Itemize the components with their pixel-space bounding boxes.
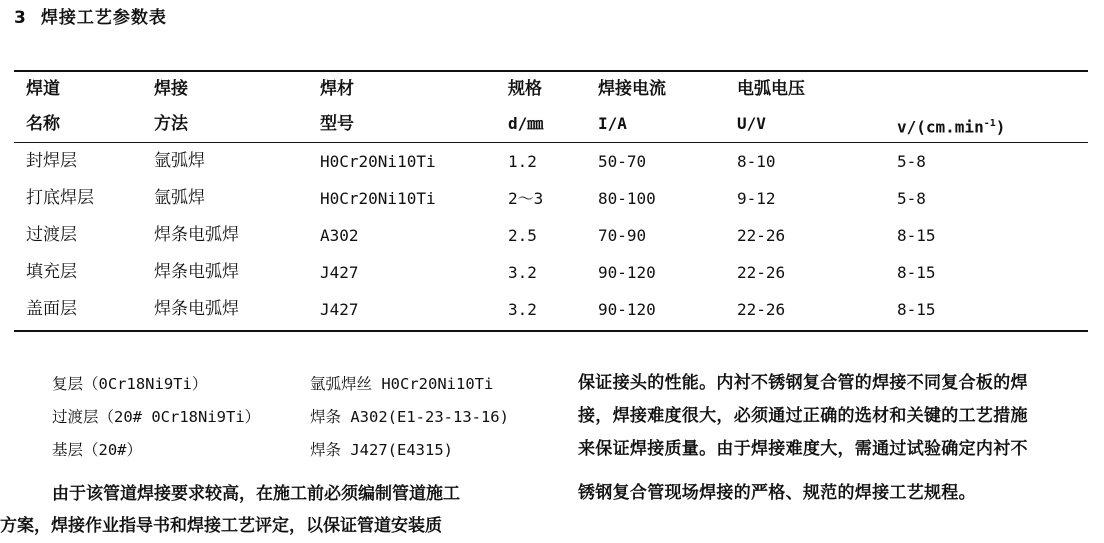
table-bottom-rule — [14, 330, 1088, 332]
section-title: 焊接工艺参数表 — [40, 8, 167, 28]
cell-method: 氩弧焊 — [154, 188, 205, 208]
table-top-rule — [14, 70, 1088, 72]
material-line-cladding: 复层（0Cr18Ni9Ti） — [52, 375, 208, 393]
material-line-transition: 过渡层（20# 0Cr18Ni9Ti） — [52, 408, 261, 426]
cell-spec: 1.2 — [508, 152, 537, 171]
cell-pass: 过渡层 — [26, 225, 77, 245]
cell-spec: 2～3 — [508, 189, 544, 208]
cell-method: 氩弧焊 — [154, 151, 205, 171]
cell-material: J427 — [320, 263, 359, 282]
cell-current: 90-120 — [598, 300, 656, 319]
right-paragraph-line1: 保证接头的性能。内衬不锈钢复合管的焊接不同复合板的焊 — [578, 373, 1028, 393]
header-voltage-line2: U/V — [737, 114, 766, 133]
header-spec-line1: 规格 — [508, 79, 542, 99]
cell-current: 70-90 — [598, 226, 647, 245]
cell-speed: 5-8 — [897, 152, 926, 171]
cell-material: J427 — [320, 300, 359, 319]
cell-speed: 8-15 — [897, 226, 936, 245]
cell-speed: 5-8 — [897, 189, 926, 208]
header-voltage-line1: 电弧电压 — [737, 79, 805, 99]
cell-voltage: 22-26 — [737, 226, 786, 245]
header-material-line1: 焊材 — [320, 79, 354, 99]
cell-spec: 3.2 — [508, 300, 537, 319]
right-paragraph-line2: 接，焊接难度很大，必须通过正确的选材和关键的工艺措施 — [578, 406, 1028, 426]
header-method-line2: 方法 — [154, 114, 188, 134]
cell-method: 焊条电弧焊 — [154, 262, 239, 282]
cell-spec: 3.2 — [508, 263, 537, 282]
body-paragraph-line1: 由于该管道焊接要求较高，在施工前必须编制管道施工 — [52, 484, 460, 504]
header-pass-line1: 焊道 — [26, 79, 60, 99]
cell-material: H0Cr20Ni10Ti — [320, 189, 436, 208]
cell-speed: 8-15 — [897, 300, 936, 319]
body-paragraph-line2: 方案，焊接作业指导书和焊接工艺评定，以保证管道安装质 — [0, 516, 442, 536]
cell-current: 90-120 — [598, 263, 656, 282]
cell-current: 50-70 — [598, 152, 647, 171]
cell-method: 焊条电弧焊 — [154, 299, 239, 319]
header-speed-tail: ) — [995, 117, 1006, 137]
header-current-line2: I/A — [598, 114, 627, 133]
section-heading — [14, 3, 167, 28]
material-line-transition-filler: 焊条 A302(E1-23-13-16) — [310, 408, 509, 426]
cell-pass: 打底焊层 — [26, 188, 94, 208]
cell-current: 80-100 — [598, 189, 656, 208]
cell-method: 焊条电弧焊 — [154, 225, 239, 245]
header-pass-line2: 名称 — [26, 114, 60, 134]
cell-material: H0Cr20Ni10Ti — [320, 152, 436, 171]
header-method-line1: 焊接 — [154, 79, 188, 99]
cell-pass: 盖面层 — [26, 299, 77, 319]
cell-voltage: 8-10 — [737, 152, 776, 171]
right-paragraph-line4: 锈钢复合管现场焊接的严格、规范的焊接工艺规程。 — [578, 483, 976, 503]
header-current-line1: 焊接电流 — [598, 79, 666, 99]
cell-voltage: 22-26 — [737, 300, 786, 319]
header-speed-line2 — [897, 113, 1005, 138]
cell-spec: 2.5 — [508, 226, 537, 245]
header-speed-text: v/(cm.min — [897, 117, 984, 137]
material-line-base: 基层（20#） — [52, 441, 142, 459]
cell-pass: 填充层 — [26, 262, 77, 282]
cell-pass: 封焊层 — [26, 151, 77, 171]
cell-material: A302 — [320, 226, 359, 245]
material-line-cladding-filler: 氩弧焊丝 H0Cr20Ni10Ti — [310, 375, 494, 393]
header-speed-sup: -1 — [983, 118, 996, 129]
header-material-line2: 型号 — [320, 114, 354, 134]
material-line-base-filler: 焊条 J427(E4315) — [310, 441, 453, 459]
table-header-rule — [14, 142, 1088, 143]
cell-voltage: 9-12 — [737, 189, 776, 208]
cell-speed: 8-15 — [897, 263, 936, 282]
right-paragraph-line3: 来保证焊接质量。由于焊接难度大，需通过试验确定内衬不 — [578, 439, 1028, 459]
section-number: 3 — [14, 8, 27, 28]
header-spec-line2: d/㎜ — [508, 114, 544, 133]
cell-voltage: 22-26 — [737, 263, 786, 282]
